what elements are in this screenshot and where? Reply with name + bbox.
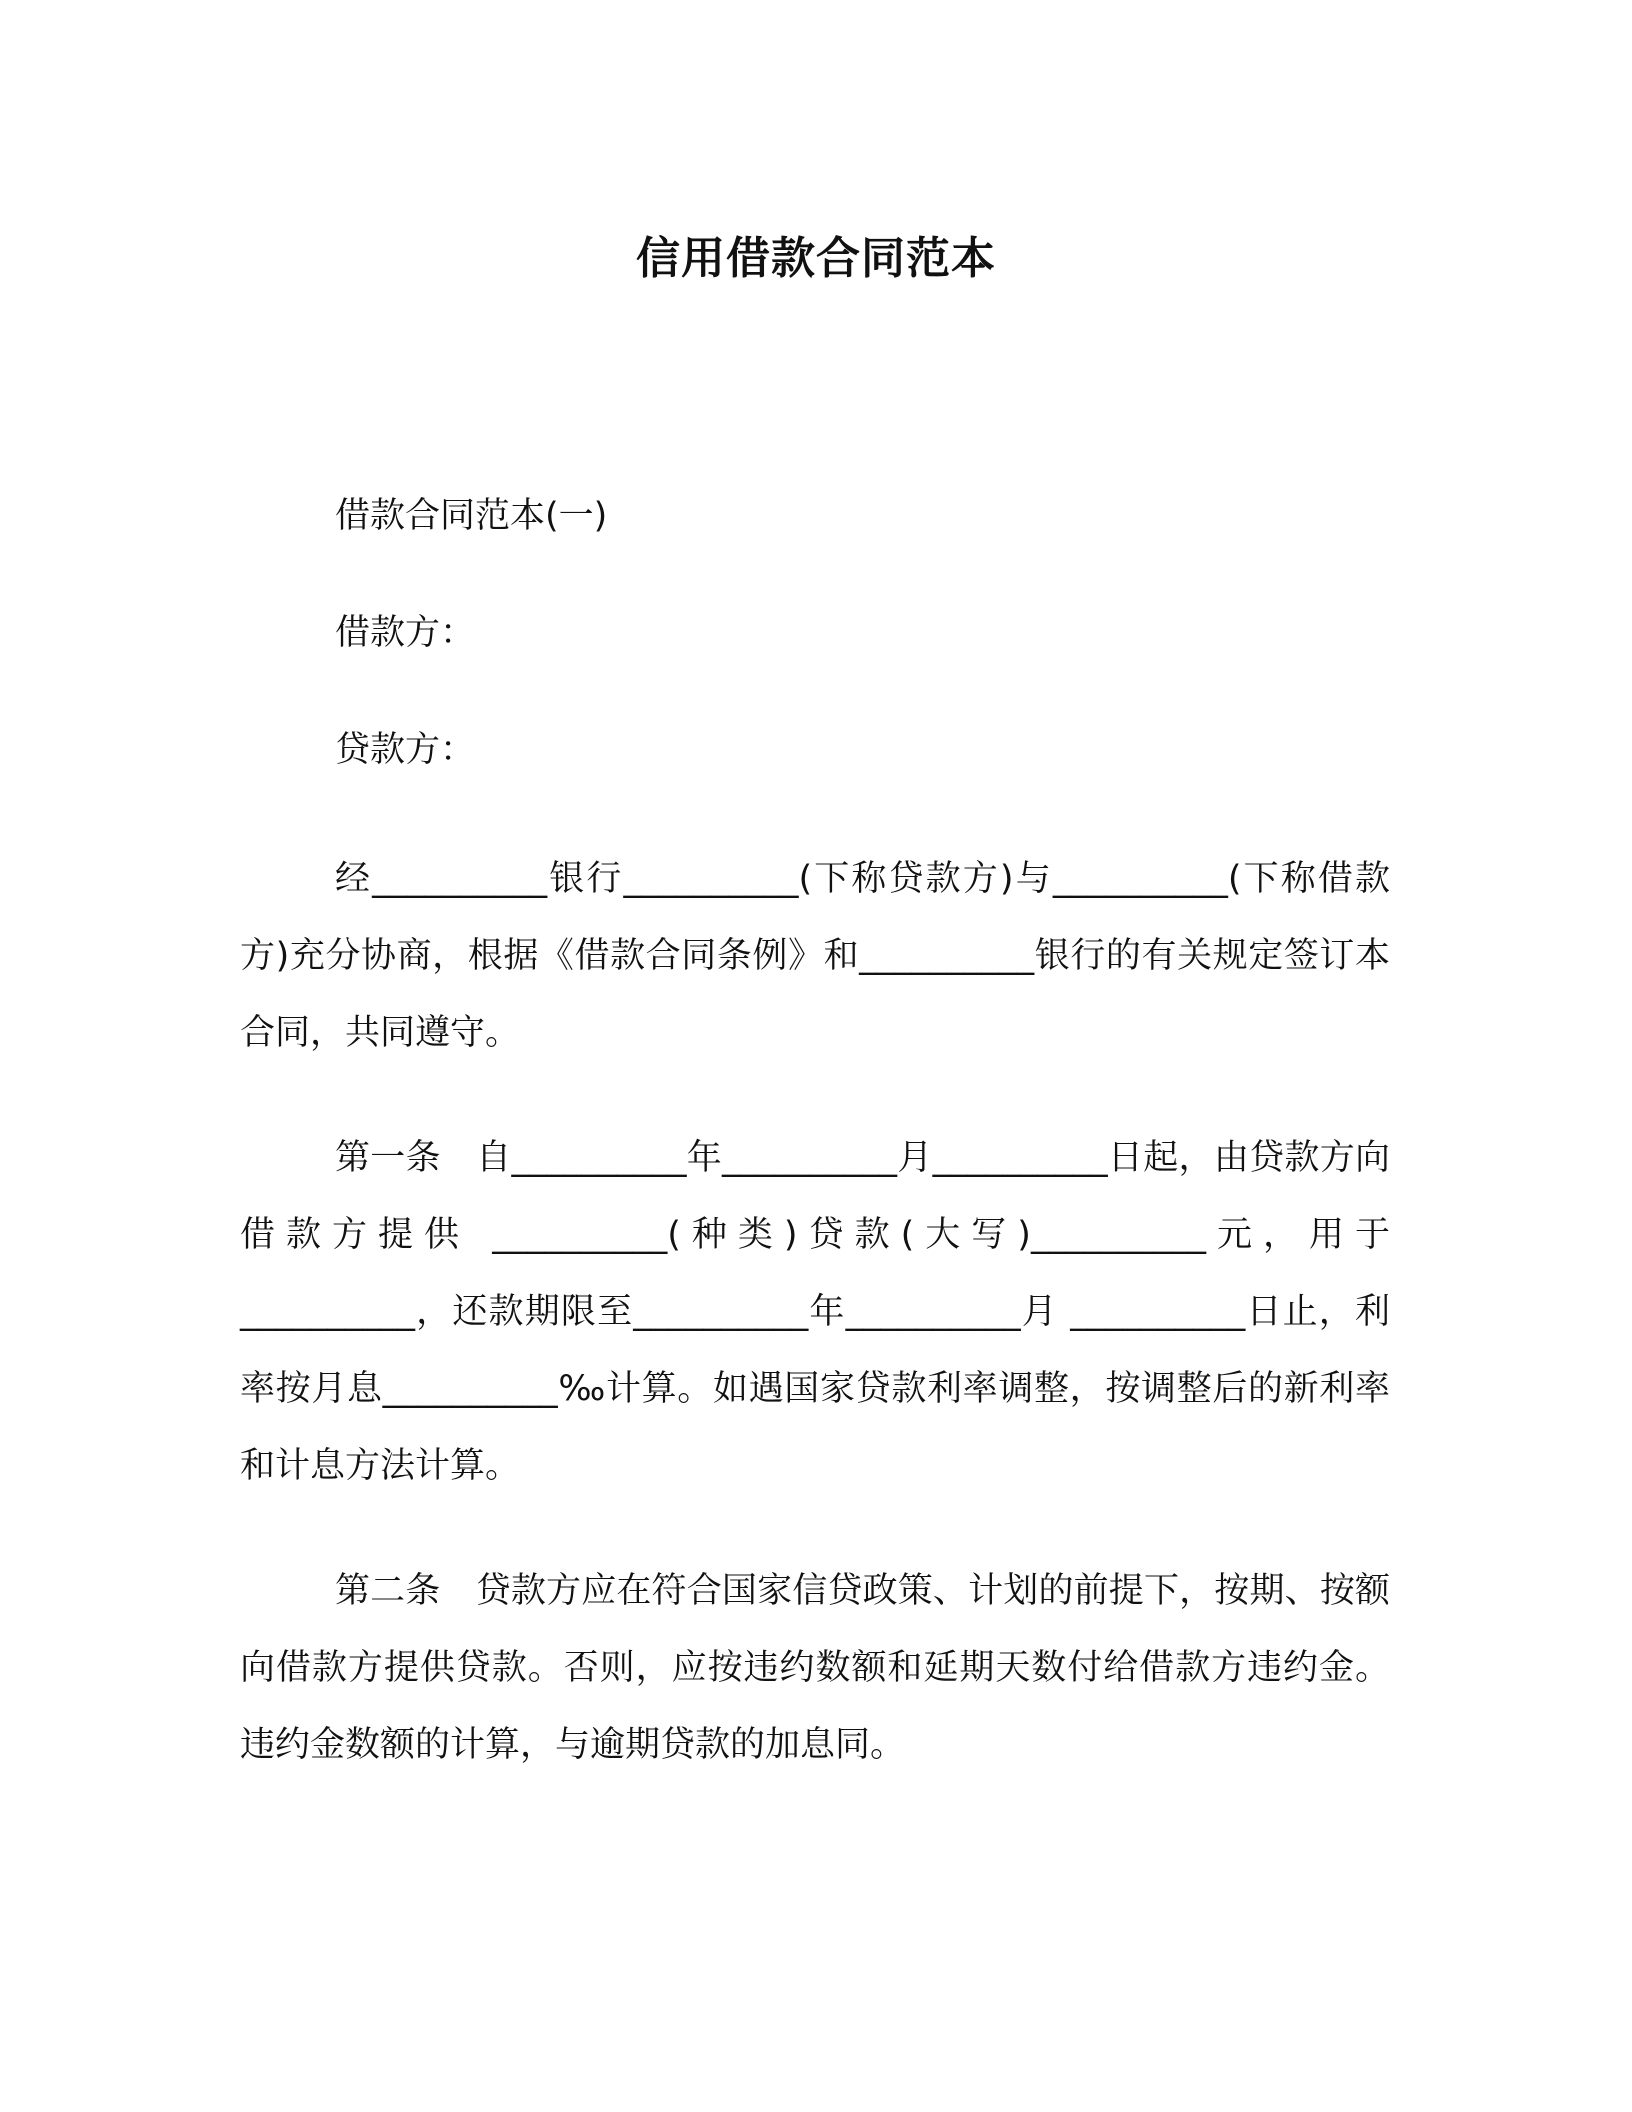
borrower-label: 借款方： bbox=[335, 613, 476, 653]
paragraph-article-2: 第二条 贷款方应在符合国家信贷政策、计划的前提下，按期、按额向借款方提供贷款。否则，应按违约数额和延期天数付给借款方违约金。违约金数额的计算，与逾期贷款的加息同。 bbox=[240, 1571, 1390, 1765]
lender-label: 贷款方： bbox=[335, 730, 476, 770]
contract-heading: 借款合同范本(一) bbox=[335, 496, 608, 536]
document-body bbox=[240, 490, 1390, 1832]
paragraph-article-1: 第一条 自__________年__________月__________日起，由贷款方向借款方提供 __________(种类)贷款(大写)__________元，用于__________，还款期限至__________年__________月 __________日止，利率按月息__________‰计算。如遇国家贷款利率调整，按调整后的新利率和计息方法计算。 bbox=[240, 1138, 1390, 1486]
paragraph-preamble: 经__________银行__________(下称贷款方)与__________(下称借款方)充分协商，根据《借款合同条例》和__________银行的有关规定签订本合同，共同遵守。 bbox=[240, 859, 1390, 1053]
document-title: 信用借款合同范本 bbox=[636, 233, 996, 284]
